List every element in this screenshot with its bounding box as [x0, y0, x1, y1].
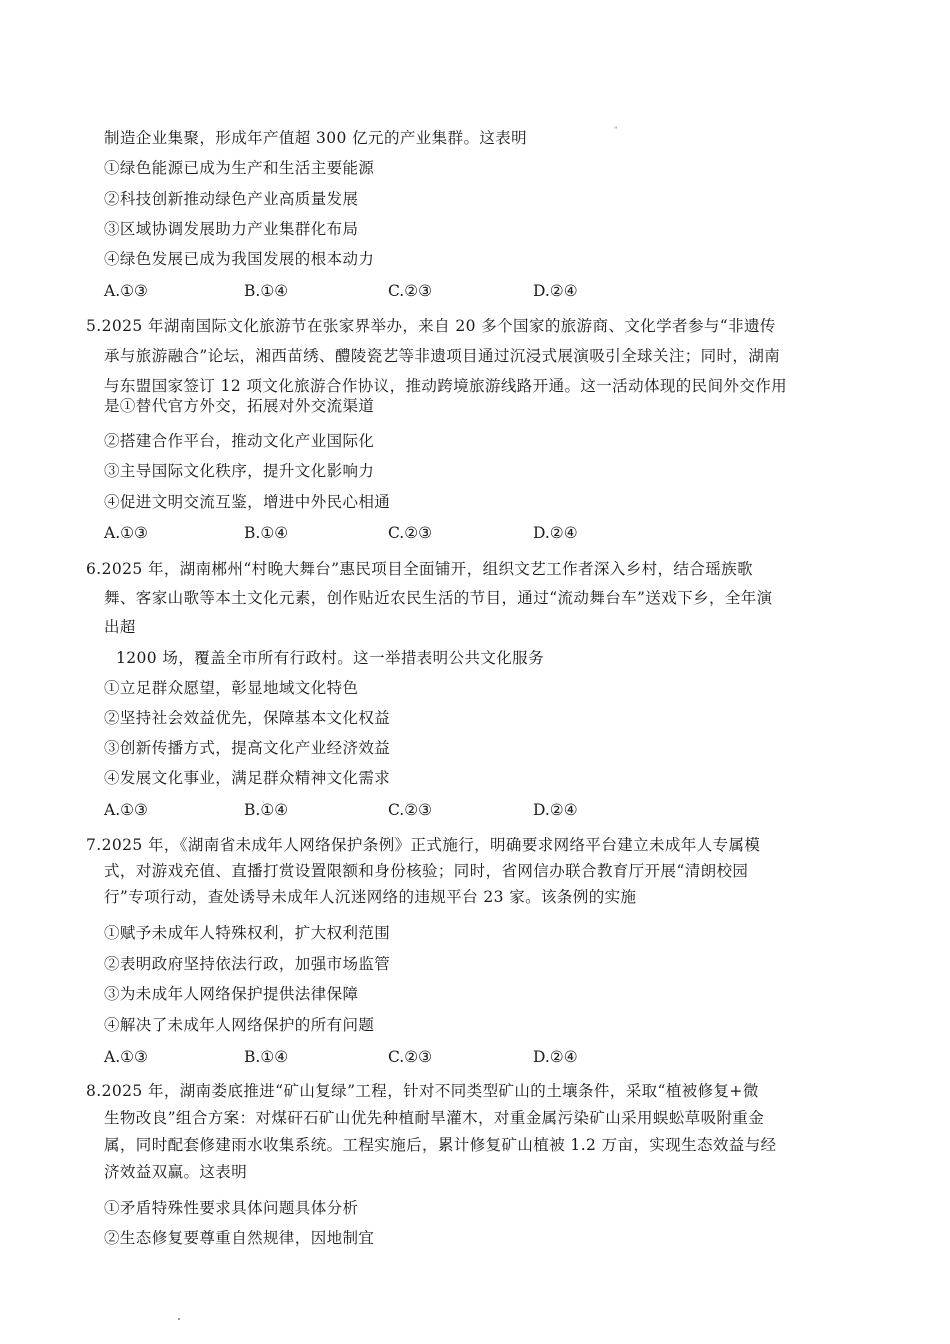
q4-option-4: ④绿色发展已成为我国发展的根本动力 — [104, 250, 375, 268]
q7-stem-line-2: 式，对游戏充值、直播打赏设置限额和身份核验；同时，省网信办联合教育厅开展“清朗校园 — [104, 862, 749, 880]
q7-choice-b[interactable]: B.①④ — [244, 1048, 289, 1066]
q7-option-3: ③为未成年人网络保护提供法律保障 — [104, 985, 359, 1003]
q5-option-4: ④促进文明交流互鉴，增进中外民心相通 — [104, 493, 391, 511]
q6-stem-line-4: 1200 场，覆盖全市所有行政村。这一举措表明公共文化服务 — [116, 649, 544, 667]
scan-mark: " — [614, 126, 618, 134]
q5-stem-line-2: 承与旅游融合”论坛，湘西苗绣、醴陵瓷艺等非遗项目通过沉浸式展演吸引全球关注；同时，湖南 — [104, 347, 781, 365]
q7-option-4: ④解决了未成年人网络保护的所有问题 — [104, 1016, 375, 1034]
q6-option-4: ④发展文化事业，满足群众精神文化需求 — [104, 769, 391, 787]
q6-stem-line-2: 舞、客家山歌等本土文化元素，创作贴近农民生活的节目，通过“流动舞台车”送戏下乡，全年演 — [104, 589, 773, 607]
q5-choice-b[interactable]: B.①④ — [244, 524, 289, 542]
q6-stem-line-3: 出超 — [104, 618, 136, 636]
q4-choice-d[interactable]: D.②④ — [533, 282, 578, 300]
q7-option-1: ①赋予未成年人特殊权利，扩大权利范围 — [104, 924, 391, 942]
q5-option-2: ②搭建合作平台，推动文化产业国际化 — [104, 432, 375, 450]
q8-stem-line-3: 属，同时配套修建雨水收集系统。工程实施后，累计修复矿山植被 1.2 万亩，实现生态效益与经 — [104, 1136, 777, 1154]
q5-stem-line-4: 是①替代官方外交，拓展对外交流渠道 — [104, 397, 375, 415]
q7-stem-line-1: 7.2025 年，《湖南省未成年人网络保护条例》正式施行，明确要求网络平台建立未成年人专属模 — [86, 836, 761, 854]
q4-choice-b[interactable]: B.①④ — [244, 282, 289, 300]
q6-choice-c[interactable]: C.②③ — [388, 801, 433, 819]
q8-option-2: ②生态修复要尊重自然规律，因地制宜 — [104, 1229, 375, 1247]
q5-stem-line-3: 与东盟国家签订 12 项文化旅游合作协议，推动跨境旅游线路开通。这一活动体现的民间外交作用 — [104, 377, 788, 395]
q4-choice-c[interactable]: C.②③ — [388, 282, 433, 300]
q8-option-1: ①矛盾特殊性要求具体问题具体分析 — [104, 1199, 359, 1217]
q4-option-2: ②科技创新推动绿色产业高质量发展 — [104, 190, 359, 208]
q4-option-3: ③区域协调发展助力产业集群化布局 — [104, 220, 359, 238]
q5-choice-c[interactable]: C.②③ — [388, 524, 433, 542]
q8-stem-line-2: 生物改良”组合方案：对煤矸石矿山优先种植耐旱灌木，对重金属污染矿山采用蜈蚣草吸附重金 — [104, 1109, 765, 1127]
q5-option-3: ③主导国际文化秩序，提升文化影响力 — [104, 462, 375, 480]
q7-choice-d[interactable]: D.②④ — [533, 1048, 578, 1066]
q6-choice-d[interactable]: D.②④ — [533, 801, 578, 819]
q4-stem-line: 制造企业集聚，形成年产值超 300 亿元的产业集群。这表明 — [104, 129, 528, 147]
q8-stem-line-1: 8.2025 年，湖南娄底推进“矿山复绿”工程，针对不同类型矿山的土壤条件，采取“植被修复+微 — [86, 1082, 759, 1100]
q7-choice-c[interactable]: C.②③ — [388, 1048, 433, 1066]
q7-choice-a[interactable]: A.①③ — [104, 1048, 148, 1066]
q8-stem-line-4: 济效益双赢。这表明 — [104, 1163, 248, 1181]
q5-choice-a[interactable]: A.①③ — [104, 524, 148, 542]
q6-choice-a[interactable]: A.①③ — [104, 801, 148, 819]
q4-choice-a[interactable]: A.①③ — [104, 282, 148, 300]
q6-option-2: ②坚持社会效益优先，保障基本文化权益 — [104, 709, 391, 727]
scan-dot — [178, 1318, 180, 1320]
q7-stem-line-3: 行”专项行动，查处诱导未成年人沉迷网络的违规平台 23 家。该条例的实施 — [104, 888, 637, 906]
q4-option-1: ①绿色能源已成为生产和生活主要能源 — [104, 159, 375, 177]
q6-stem-line-1: 6.2025 年，湖南郴州“村晚大舞台”惠民项目全面铺开，组织文艺工作者深入乡村，结合瑶族歌 — [86, 560, 753, 578]
q5-choice-d[interactable]: D.②④ — [533, 524, 578, 542]
q7-option-2: ②表明政府坚持依法行政，加强市场监管 — [104, 955, 391, 973]
q6-option-3: ③创新传播方式，提高文化产业经济效益 — [104, 739, 391, 757]
q6-option-1: ①立足群众愿望，彰显地域文化特色 — [104, 679, 359, 697]
q6-choice-b[interactable]: B.①④ — [244, 801, 289, 819]
q5-stem-line-1: 5.2025 年湖南国际文化旅游节在张家界举办，来自 20 多个国家的旅游商、文化学者参与“非遗传 — [86, 317, 776, 335]
